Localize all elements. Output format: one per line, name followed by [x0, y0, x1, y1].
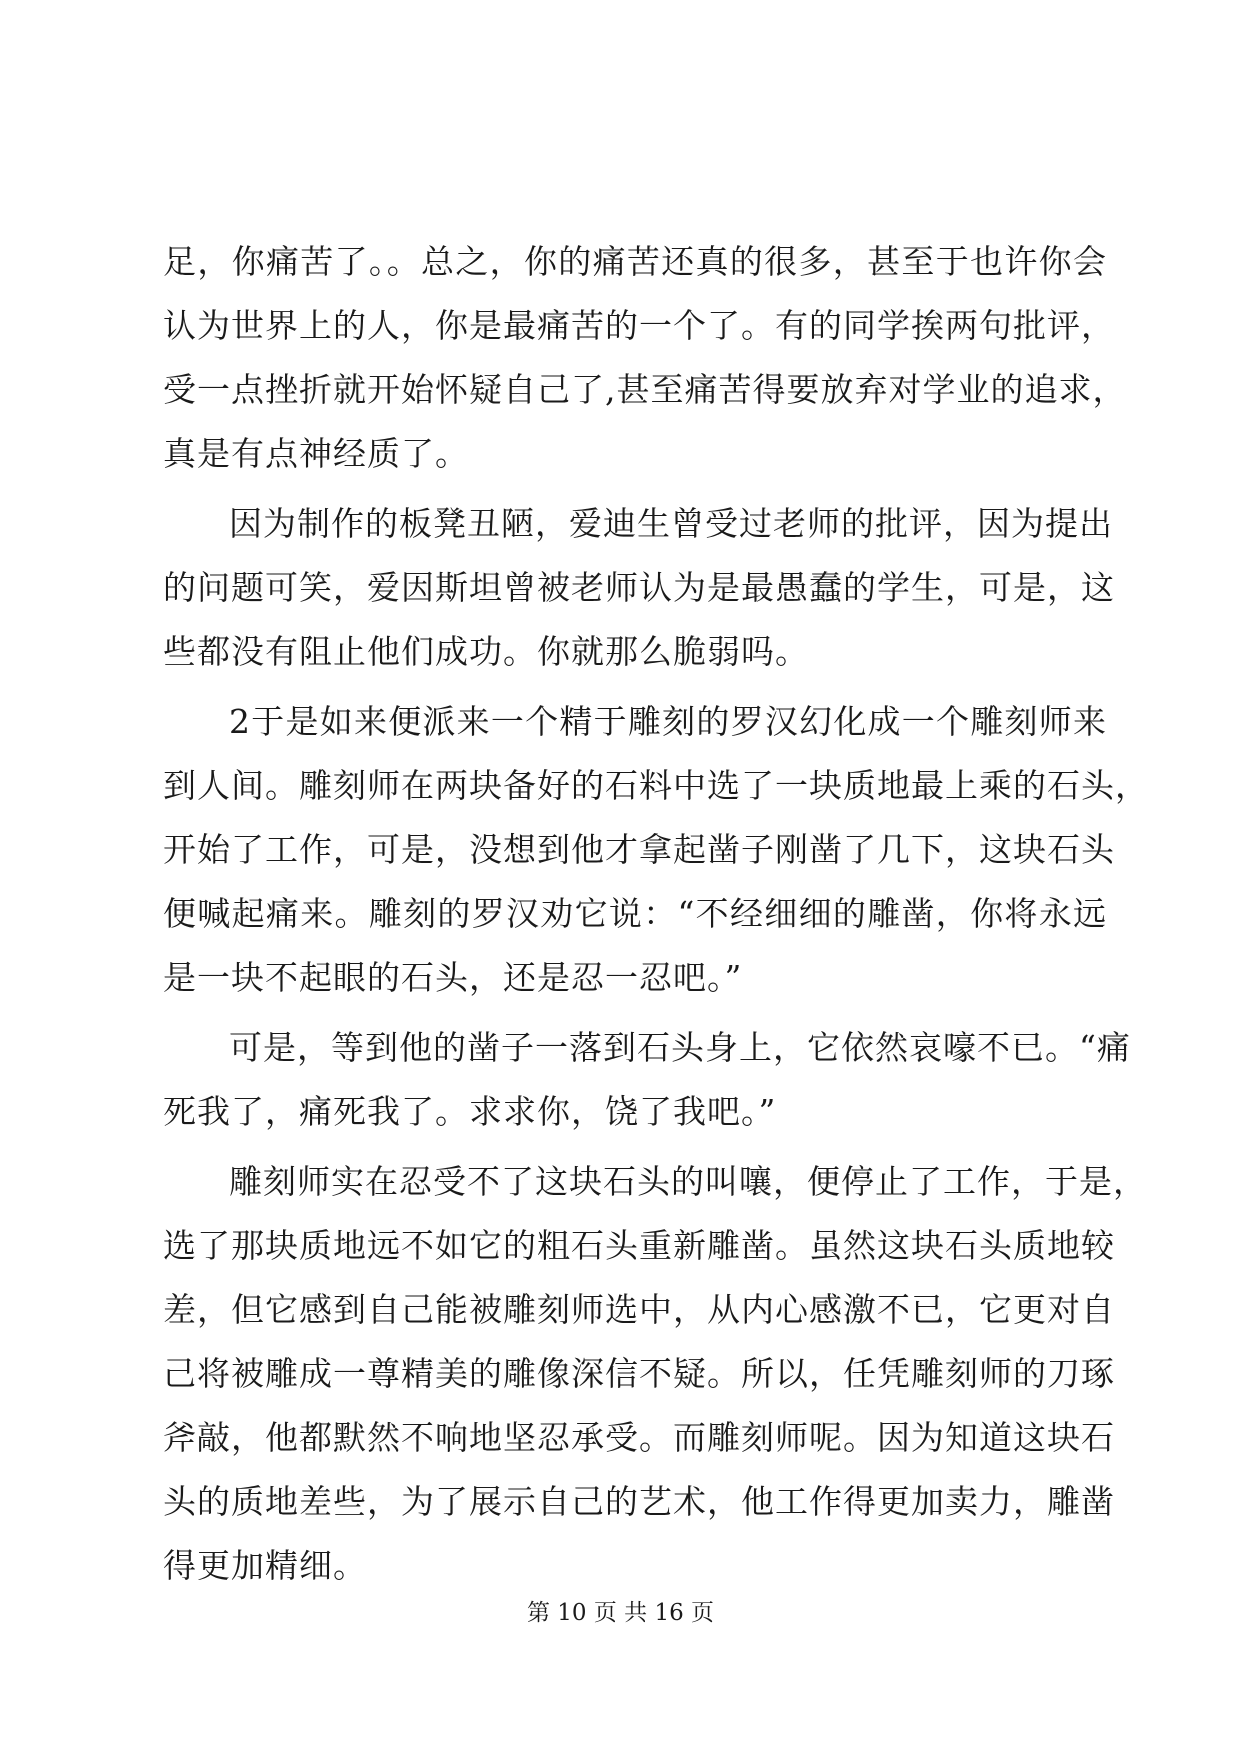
body-text	[163, 230, 1149, 1598]
text-line: 到人间。雕刻师在两块备好的石料中选了一块质地最上乘的石头，	[163, 766, 1149, 805]
text-line: 是一块不起眼的石头，还是忍一忍吧。”	[163, 958, 743, 997]
text-line: 真是有点神经质了。	[163, 434, 469, 473]
text-line: 受一点挫折就开始怀疑自己了,甚至痛苦得要放弃对学业的追求，	[163, 370, 1127, 409]
text-line: 些都没有阻止他们成功。你就那么脆弱吗。	[163, 632, 809, 671]
text-line: 选了那块质地远不如它的粗石头重新雕凿。虽然这块石头质地较	[163, 1226, 1115, 1265]
text-line: 开始了工作，可是，没想到他才拿起凿子刚凿了几下，这块石头	[163, 830, 1115, 869]
text-line: 2于是如来便派来一个精于雕刻的罗汉幻化成一个雕刻师来	[229, 702, 1107, 741]
text-line: 的问题可笑，爱因斯坦曾被老师认为是最愚蠢的学生，可是，这	[163, 568, 1115, 607]
text-line: 因为制作的板凳丑陋，爱迪生曾受过老师的批评，因为提出	[229, 504, 1113, 543]
text-line: 认为世界上的人，你是最痛苦的一个了。有的同学挨两句批评，	[163, 306, 1115, 345]
text-line: 斧敲，他都默然不响地坚忍承受。而雕刻师呢。因为知道这块石	[163, 1418, 1115, 1457]
text-line: 死我了，痛死我了。求求你，饶了我吧。”	[163, 1092, 777, 1131]
text-line: 头的质地差些，为了展示自己的艺术，他工作得更加卖力，雕凿	[163, 1482, 1115, 1521]
page-number-footer: 第 10 页 共 16 页	[526, 1600, 715, 1626]
text-line: 足，你痛苦了。。总之，你的痛苦还真的很多，甚至于也许你会	[163, 242, 1107, 281]
text-line: 雕刻师实在忍受不了这块石头的叫嚷，便停止了工作，于是，	[229, 1162, 1147, 1201]
text-line: 差，但它感到自己能被雕刻师选中，从内心感激不已，它更对自	[163, 1290, 1115, 1329]
text-line: 己将被雕成一尊精美的雕像深信不疑。所以，任凭雕刻师的刀琢	[163, 1354, 1115, 1393]
text-line: 得更加精细。	[163, 1546, 367, 1585]
text-line: 可是，等到他的凿子一落到石头身上，它依然哀嚎不已。“痛	[229, 1028, 1131, 1067]
text-line: 便喊起痛来。雕刻的罗汉劝它说：“不经细细的雕凿，你将永远	[163, 894, 1107, 933]
